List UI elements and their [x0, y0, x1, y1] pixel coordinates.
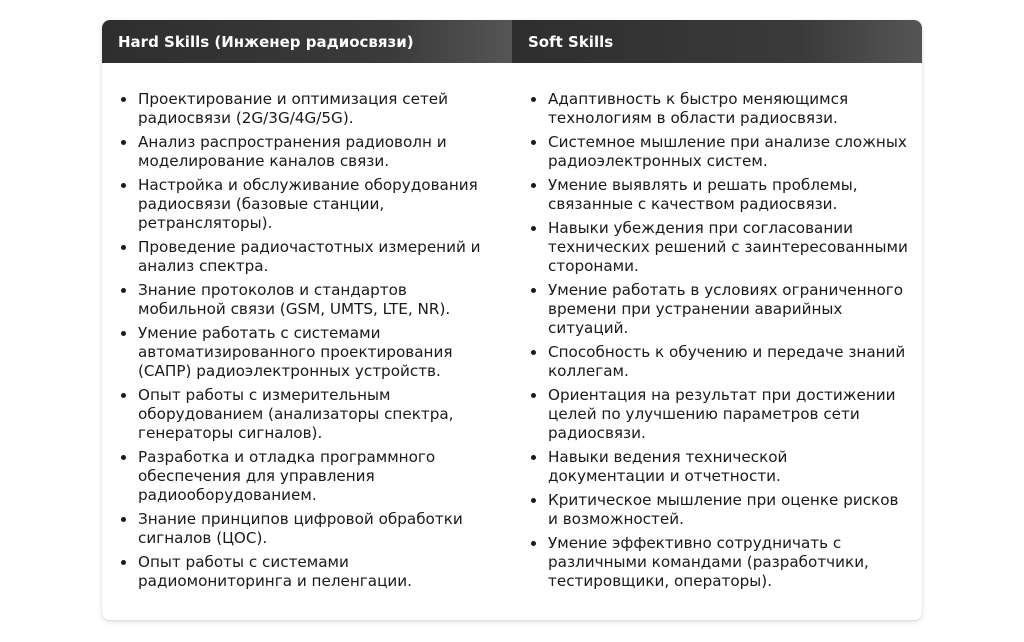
hard-skill-text: Умение работать с системами автоматизированного проектирования (САПР) радиоэлектронных устройств. — [138, 324, 453, 380]
list-item — [528, 219, 908, 276]
list-item — [528, 491, 908, 529]
bullet-icon — [121, 183, 126, 188]
list-item — [118, 281, 498, 319]
bullet-icon — [531, 541, 536, 546]
list-item — [118, 324, 498, 381]
list-item — [528, 176, 908, 214]
bullet-icon — [121, 517, 126, 522]
soft-skill-text: Ориентация на результат при достижении целей по улучшению параметров сети радиосвязи. — [548, 386, 896, 442]
bullet-icon — [531, 350, 536, 355]
soft-skill-text: Умение работать в условиях ограниченного времени при устранении аварийных ситуаций. — [548, 281, 904, 337]
soft-skills-list — [528, 90, 908, 591]
bullet-icon — [531, 455, 536, 460]
bullet-icon — [531, 393, 536, 398]
bullet-icon — [121, 245, 126, 250]
bullet-icon — [121, 393, 126, 398]
list-item — [118, 90, 498, 128]
bullet-icon — [531, 288, 536, 293]
list-item — [118, 238, 498, 276]
hard-skills-column — [102, 90, 512, 596]
list-item — [118, 133, 498, 171]
list-item — [118, 510, 498, 548]
bullet-icon — [531, 226, 536, 231]
bullet-icon — [531, 498, 536, 503]
bullet-icon — [531, 140, 536, 145]
bullet-icon — [531, 97, 536, 102]
hard-skill-text: Проектирование и оптимизация сетей радиосвязи (2G/3G/4G/5G). — [138, 90, 449, 127]
list-item — [118, 176, 498, 233]
list-item — [528, 386, 908, 443]
soft-skill-text: Умение эффективно сотрудничать с различными командами (разработчики, тестировщики, операторы). — [548, 534, 869, 590]
soft-skill-text: Системное мышление при анализе сложных радиоэлектронных систем. — [548, 133, 907, 170]
hard-skill-text: Знание принципов цифровой обработки сигналов (ЦОС). — [138, 510, 463, 547]
soft-skill-text: Способность к обучению и передаче знаний коллегам. — [548, 343, 906, 380]
soft-skills-column — [512, 90, 922, 596]
soft-skill-text: Навыки убеждения при согласовании технических решений с заинтересованными сторонами. — [548, 219, 908, 275]
hard-skill-text: Разработка и отладка программного обеспечения для управления радиооборудованием. — [138, 448, 436, 504]
soft-skill-text: Адаптивность к быстро меняющимся технологиям в области радиосвязи. — [548, 90, 849, 127]
hard-skill-text: Знание протоколов и стандартов мобильной связи (GSM, UMTS, LTE, NR). — [138, 281, 451, 318]
bullet-icon — [121, 140, 126, 145]
list-item — [118, 448, 498, 505]
hard-skill-text: Проведение радиочастотных измерений и анализ спектра. — [138, 238, 481, 275]
soft-skill-text: Умение выявлять и решать проблемы, связанные с качеством радиосвязи. — [548, 176, 858, 213]
list-item — [118, 386, 498, 443]
soft-skills-header: Soft Skills — [512, 20, 922, 63]
list-item — [528, 448, 908, 486]
hard-skill-text: Настройка и обслуживание оборудования радиосвязи (базовые станции, ретрансляторы). — [138, 176, 478, 232]
list-item — [528, 90, 908, 128]
bullet-icon — [121, 560, 126, 565]
list-item — [118, 553, 498, 591]
list-item — [528, 534, 908, 591]
list-item — [528, 343, 908, 381]
skills-table — [102, 20, 922, 620]
table-body — [102, 63, 922, 596]
hard-skill-text: Анализ распространения радиоволн и моделирование каналов связи. — [138, 133, 447, 170]
bullet-icon — [531, 183, 536, 188]
list-item — [528, 133, 908, 171]
hard-skills-list — [118, 90, 498, 591]
hard-skill-text: Опыт работы с измерительным оборудованием (анализаторы спектра, генераторы сигналов). — [138, 386, 454, 442]
hard-skills-header: Hard Skills (Инженер радиосвязи) — [102, 20, 512, 63]
table-header — [102, 20, 922, 63]
bullet-icon — [121, 455, 126, 460]
bullet-icon — [121, 97, 126, 102]
hard-skill-text: Опыт работы с системами радиомониторинга и пеленгации. — [138, 553, 412, 590]
bullet-icon — [121, 288, 126, 293]
soft-skill-text: Навыки ведения технической документации и отчетности. — [548, 448, 788, 485]
soft-skill-text: Критическое мышление при оценке рисков и возможностей. — [548, 491, 899, 528]
bullet-icon — [121, 331, 126, 336]
list-item — [528, 281, 908, 338]
